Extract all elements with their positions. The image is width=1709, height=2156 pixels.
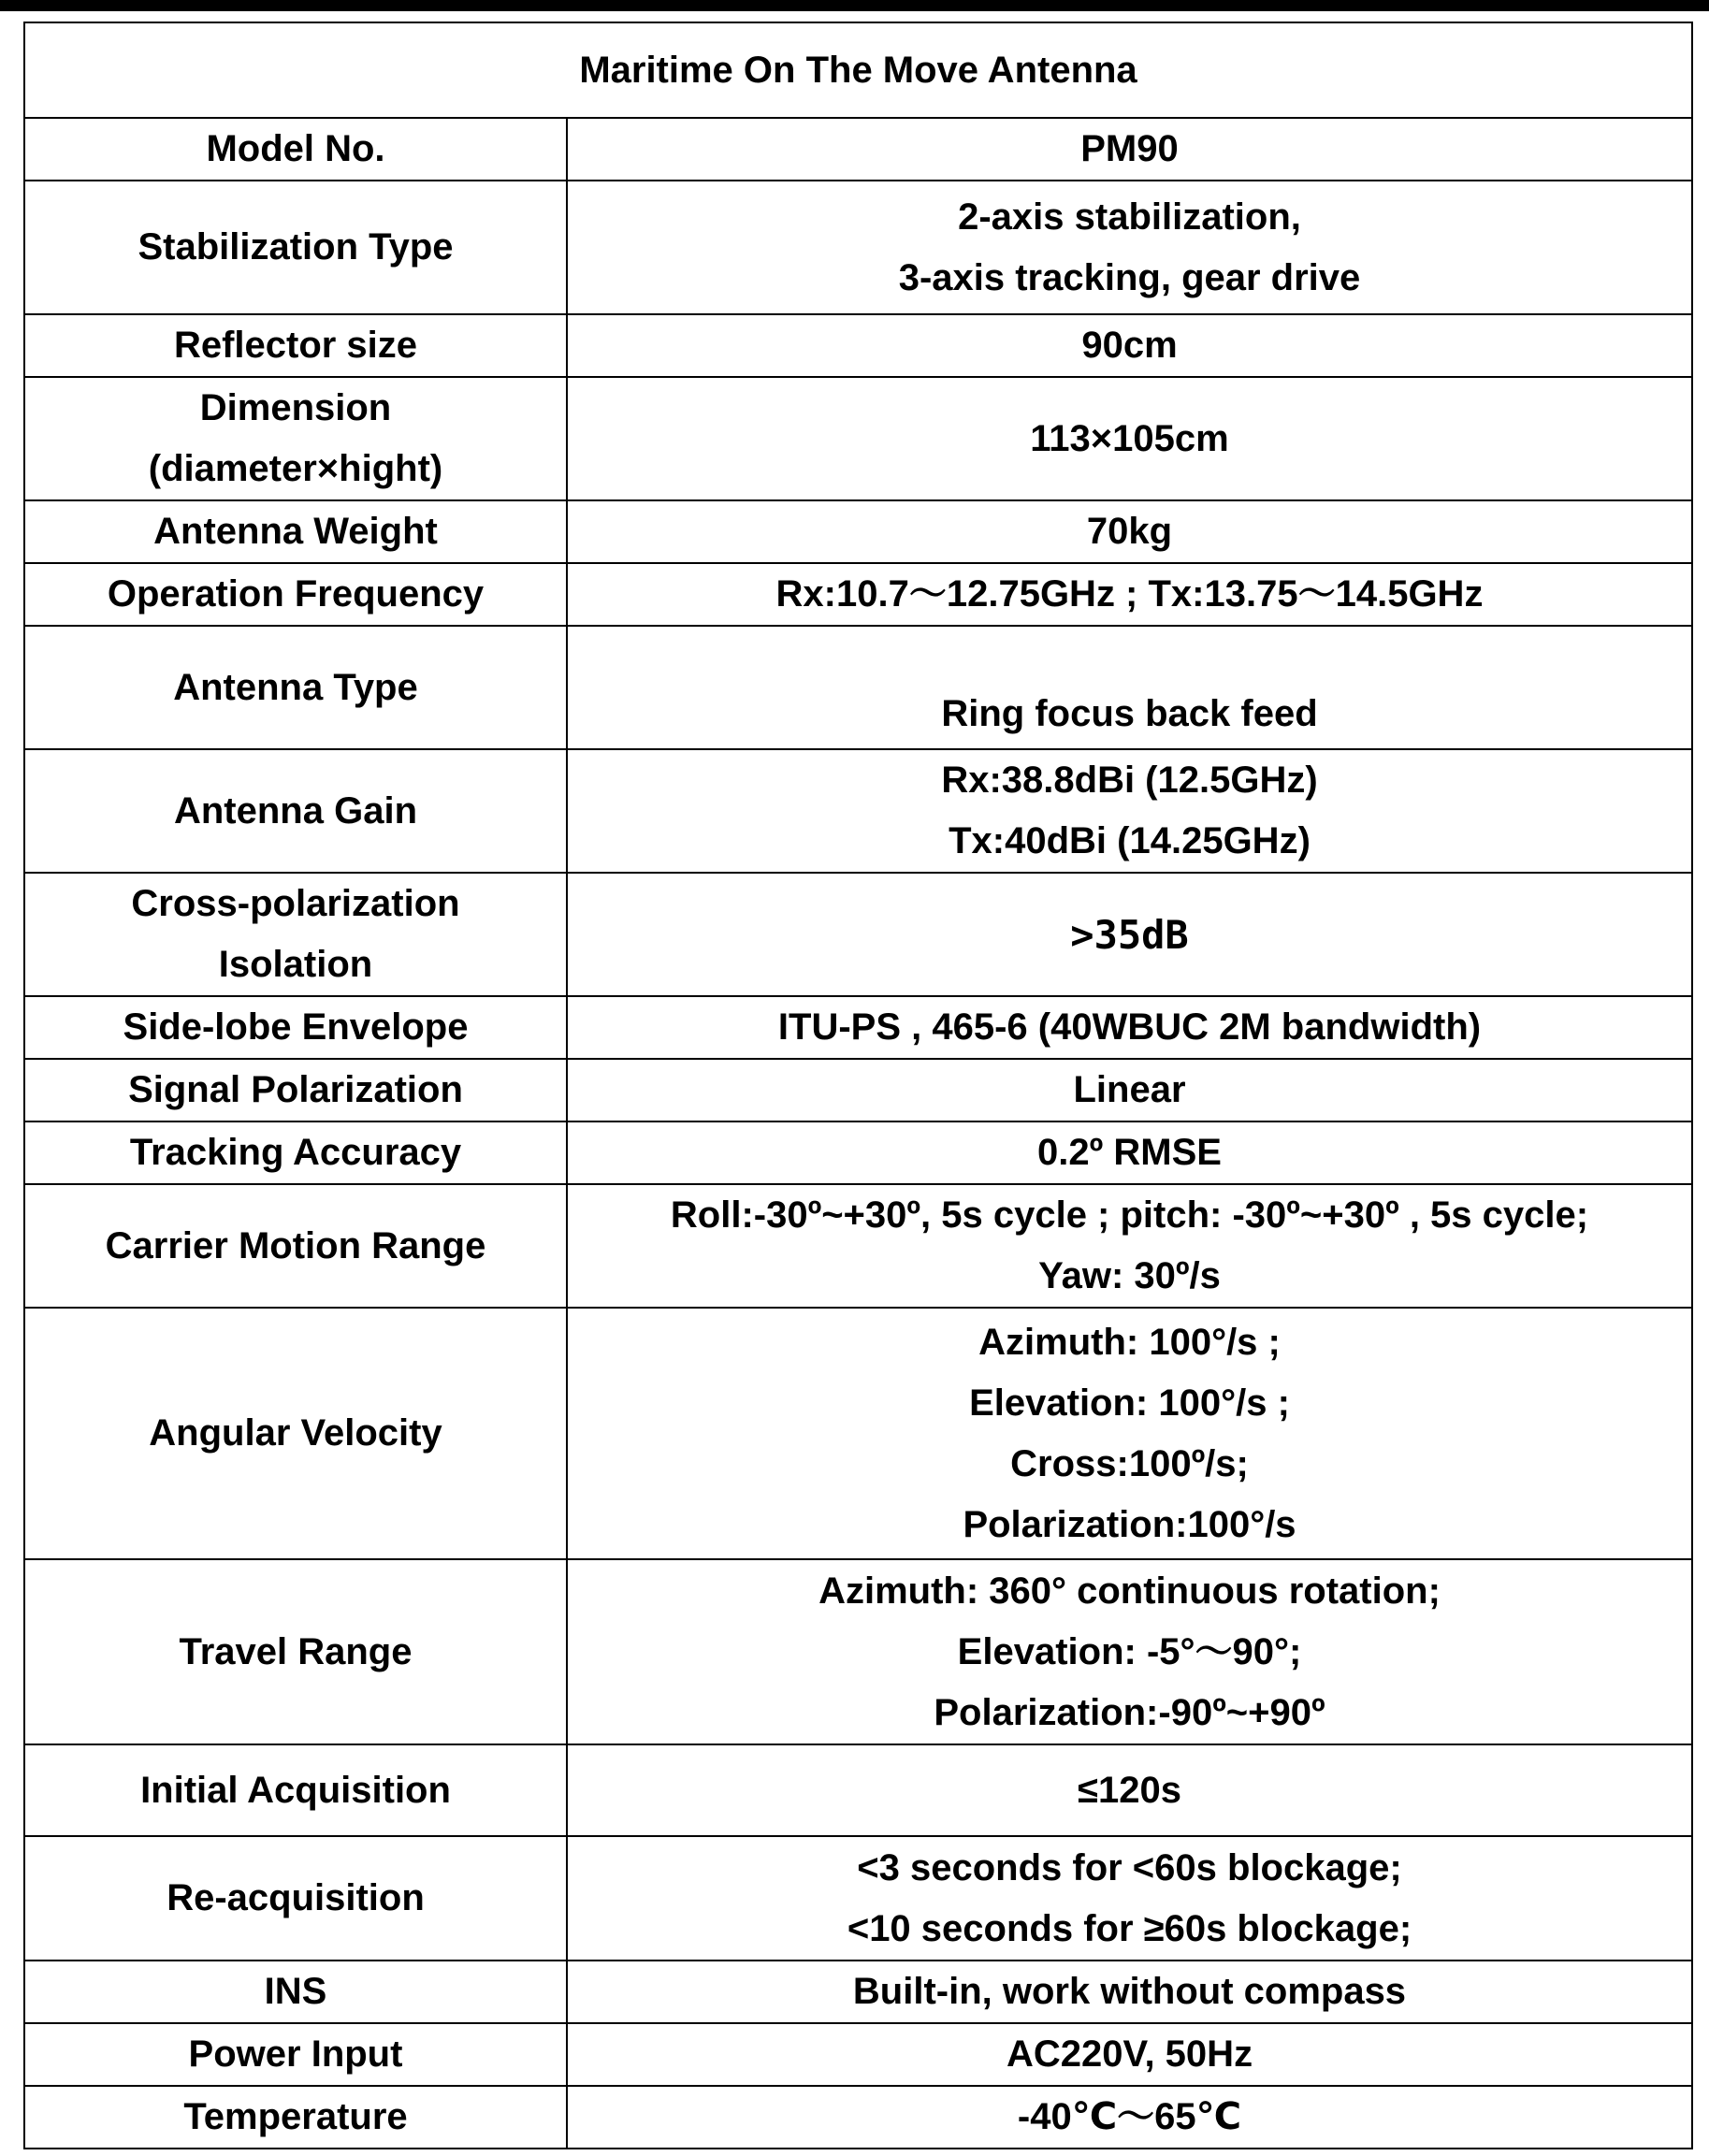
row-value <box>567 118 1692 181</box>
label-line: Reflector size <box>173 325 418 366</box>
row-value <box>567 314 1692 377</box>
label-line: Power Input <box>188 2033 403 2075</box>
value-line: Rx:10.7～12.75GHz ; Tx:13.75～14.5GHz <box>775 573 1484 615</box>
table-row <box>24 377 1692 500</box>
table-row <box>24 118 1692 181</box>
table-row <box>24 1836 1692 1961</box>
table-row <box>24 563 1692 626</box>
row-label <box>24 1559 567 1744</box>
value-line: Yaw: 30º/s <box>1038 1255 1221 1296</box>
value-line: Elevation: -5°～90°; <box>957 1630 1302 1672</box>
table-row <box>24 873 1692 996</box>
row-label <box>24 563 567 626</box>
value-line: Elevation: 100°/s ; <box>969 1382 1290 1424</box>
row-label <box>24 2023 567 2086</box>
value-line: Azimuth: 100°/s ; <box>978 1321 1281 1363</box>
table-row <box>24 2086 1692 2149</box>
label-line: Travel Range <box>179 1630 413 1672</box>
label-line: Initial Acquisition <box>140 1769 451 1811</box>
row-label <box>24 1184 567 1308</box>
label-line: Isolation <box>218 944 373 985</box>
row-value <box>567 1559 1692 1744</box>
table-row <box>24 996 1692 1059</box>
row-label <box>24 626 567 749</box>
table-row <box>24 749 1692 873</box>
table-row <box>24 1308 1692 1559</box>
label-line: Angular Velocity <box>149 1412 442 1454</box>
value-line: <3 seconds for <60s blockage; <box>857 1846 1402 1888</box>
value-line: >35dB <box>1070 911 1189 958</box>
row-label <box>24 1059 567 1121</box>
label-line: Carrier Motion Range <box>105 1224 486 1266</box>
value-line: ITU-PS , 465-6 (40WBUC 2M bandwidth) <box>777 1006 1482 1048</box>
row-value <box>567 749 1692 873</box>
value-line: Roll:-30º~+30º, 5s cycle ; pitch: -30º~+30º , 5s cycle; <box>670 1194 1589 1236</box>
table-row <box>24 626 1692 749</box>
table-row <box>24 1559 1692 1744</box>
value-line: Built-in, work without compass <box>852 1971 1407 2012</box>
table-row <box>24 1121 1692 1184</box>
label-line: Antenna Weight <box>153 511 438 552</box>
row-value <box>567 1059 1692 1121</box>
table-row <box>24 1744 1692 1836</box>
value-line: 2-axis stabilization, <box>958 195 1301 238</box>
label-line: Stabilization Type <box>138 226 454 268</box>
value-line: 70kg <box>1086 511 1173 552</box>
label-line: Temperature <box>183 2096 408 2137</box>
row-value <box>567 2086 1692 2149</box>
value-line: <10 seconds for ≥60s blockage; <box>847 1907 1412 1949</box>
row-label <box>24 314 567 377</box>
value-line: Cross:100º/s; <box>1010 1442 1249 1484</box>
top-rule <box>0 0 1709 11</box>
row-label <box>24 1744 567 1836</box>
row-value <box>567 1836 1692 1961</box>
row-value <box>567 377 1692 500</box>
value-line: ≤120s <box>1078 1769 1181 1811</box>
table-row <box>24 1961 1692 2023</box>
value-line: Rx:38.8dBi (12.5GHz) <box>941 760 1318 801</box>
row-value <box>567 563 1692 626</box>
label-line: Dimension <box>199 387 392 428</box>
label-line: Operation Frequency <box>107 573 485 615</box>
row-value <box>567 2023 1692 2086</box>
row-value <box>567 1744 1692 1836</box>
table-row <box>24 1184 1692 1308</box>
row-value <box>567 1308 1692 1559</box>
label-line: Re-acquisition <box>167 1877 425 1918</box>
value-line: Azimuth: 360° continuous rotation; <box>818 1570 1441 1612</box>
row-label <box>24 181 567 314</box>
value-line: -40℃～65℃ <box>1017 2096 1242 2137</box>
row-value <box>567 1121 1692 1184</box>
label-line: Antenna Gain <box>173 789 418 832</box>
value-line: PM90 <box>1080 128 1179 169</box>
label-line: Cross-polarization <box>131 883 460 924</box>
row-value <box>567 626 1692 749</box>
value-line: 3-axis tracking, gear drive <box>898 256 1361 298</box>
row-label <box>24 2086 567 2149</box>
label-line: Side-lobe Envelope <box>123 1006 469 1048</box>
row-label <box>24 1961 567 2023</box>
row-label <box>24 873 567 996</box>
table-row <box>24 2023 1692 2086</box>
label-line: Model No. <box>206 128 385 169</box>
row-label <box>24 1836 567 1961</box>
row-value <box>567 873 1692 996</box>
value-line: Linear <box>1073 1069 1186 1110</box>
label-line: (diameter×hight) <box>148 448 443 489</box>
row-label <box>24 500 567 563</box>
row-value <box>567 181 1692 314</box>
row-label <box>24 1121 567 1184</box>
title-row <box>24 22 1692 118</box>
row-value <box>567 500 1692 563</box>
table-title: Maritime On The Move Antenna <box>24 22 1692 118</box>
value-line: 0.2º RMSE <box>1037 1132 1222 1173</box>
value-line: AC220V, 50Hz <box>1006 2033 1253 2075</box>
label-line: INS <box>264 1971 327 2012</box>
table-row <box>24 500 1692 563</box>
table-row <box>24 1059 1692 1121</box>
row-label <box>24 1308 567 1559</box>
row-label <box>24 996 567 1059</box>
value-line: 90cm <box>1081 325 1178 366</box>
value-line: Tx:40dBi (14.25GHz) <box>949 820 1311 861</box>
label-line: Signal Polarization <box>128 1069 463 1110</box>
row-value <box>567 1961 1692 2023</box>
row-value <box>567 1184 1692 1308</box>
label-line: Antenna Type <box>173 666 418 708</box>
row-label <box>24 377 567 500</box>
label-line: Tracking Accuracy <box>129 1132 462 1173</box>
row-label <box>24 118 567 181</box>
row-label <box>24 749 567 873</box>
value-line: Polarization:-90º~+90º <box>934 1691 1325 1733</box>
spec-table <box>23 22 1693 2149</box>
table-row <box>24 181 1692 314</box>
value-line: Polarization:100°/s <box>963 1503 1296 1545</box>
value-line: 113×105cm <box>1030 417 1229 459</box>
table-row <box>24 314 1692 377</box>
row-value <box>567 996 1692 1059</box>
value-line: Ring focus back feed <box>941 693 1318 734</box>
